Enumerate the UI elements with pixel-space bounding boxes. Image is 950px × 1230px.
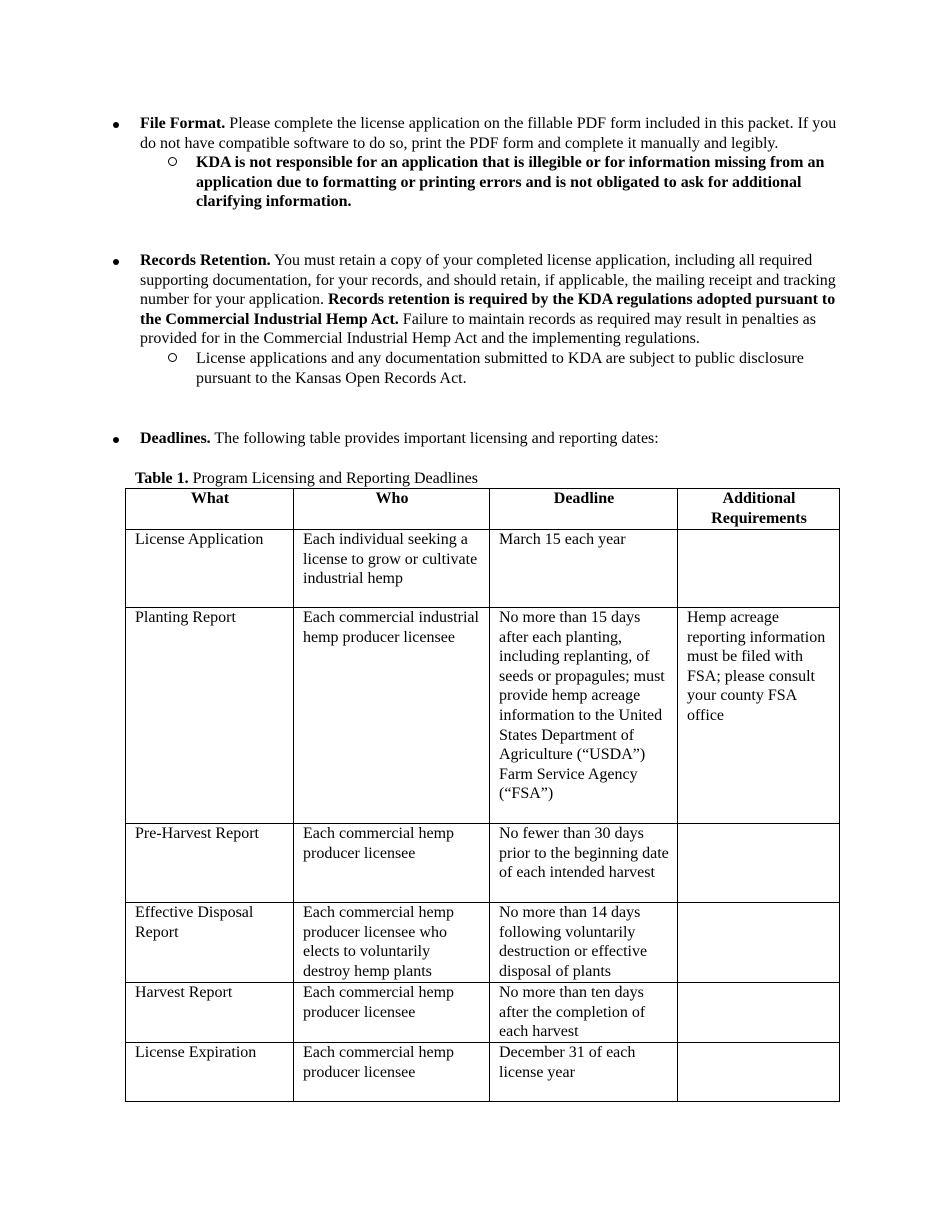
table-row (126, 530, 840, 608)
cell-what: Pre-Harvest Report (126, 824, 294, 903)
cell-who: Each commercial hemp producer licensee (294, 824, 490, 903)
cell-deadline: No more than ten days after the completion of each harvest (490, 983, 678, 1043)
cell-additional (678, 824, 840, 903)
records-retention-text-2: Failure to maintain records as required may result in penalties as provided for in the Commercial Industrial Hemp Act and the implementing regulations. (140, 310, 816, 348)
file-format-sub-text: KDA is not responsible for an application that is illegible or for information missing from an application due to formatting or printing errors and is not obligated to ask for additional clarifying information. (196, 154, 825, 211)
cell-who: Each commercial hemp producer licensee (294, 983, 490, 1043)
cell-who: Each individual seeking a license to grow or cultivate industrial hemp (294, 530, 490, 608)
bullet-icon (110, 429, 122, 449)
cell-what: Harvest Report (126, 983, 294, 1043)
circle-bullet-icon (168, 353, 177, 362)
cell-deadline: No more than 15 days after each planting, including replanting, of seeds or propagules; must provide hemp acreage information to the United States Department of Agriculture (“USDA”) Farm Service Agency (“FSA”) (490, 608, 678, 824)
cell-who: Each commercial hemp producer licensee (294, 1043, 490, 1102)
header-deadline: Deadline (490, 489, 678, 530)
cell-deadline: No fewer than 30 days prior to the beginning date of each intended harvest (490, 824, 678, 903)
table-caption (135, 469, 478, 489)
cell-additional (678, 903, 840, 983)
cell-deadline: December 31 of each license year (490, 1043, 678, 1102)
records-retention-sub-text: License applications and any documentation submitted to KDA are subject to public disclosure pursuant to the Kansas Open Records Act. (196, 349, 804, 387)
file-format-paragraph (140, 114, 840, 153)
cell-deadline: No more than 14 days following voluntarily destruction or effective disposal of plants (490, 903, 678, 983)
cell-additional (678, 1043, 840, 1102)
table-row (126, 824, 840, 903)
deadlines-text: The following table provides important licensing and reporting dates: (210, 430, 659, 447)
deadlines-heading: Deadlines. (140, 430, 211, 447)
records-retention-text-1: You must retain a copy of your completed license application, including all required supporting documentation, for your records, and should retain, if applicable, the mailing receipt and tracking number for your application. (140, 252, 836, 309)
file-format-text: Please complete the license application on the fillable PDF form included in this packet. If you do not have compatible software to do so, print the PDF form and complete it manually and legibly. (140, 115, 837, 152)
header-who: Who (294, 489, 490, 530)
records-retention-heading: Records Retention. (140, 252, 271, 269)
cell-additional (678, 983, 840, 1043)
table-caption-text: Program Licensing and Reporting Deadlines (188, 470, 478, 487)
circle-bullet-icon (168, 157, 177, 166)
table-row (126, 1043, 840, 1102)
cell-what: Effective Disposal Report (126, 903, 294, 983)
table-header-row (126, 489, 840, 530)
cell-additional: Hemp acreage reporting information must be filed with FSA; please consult your county FSA office (678, 608, 840, 824)
table-caption-label: Table 1. (135, 470, 189, 487)
file-format-section (140, 114, 840, 212)
records-retention-subitem (196, 349, 836, 388)
bullet-icon (110, 251, 122, 271)
deadlines-section (140, 429, 840, 449)
cell-what: Planting Report (126, 608, 294, 824)
cell-what: License Application (126, 530, 294, 608)
header-what: What (126, 489, 294, 530)
deadlines-paragraph (140, 429, 840, 449)
file-format-heading: File Format. (140, 115, 226, 132)
deadlines-table (125, 488, 840, 1102)
cell-who: Each commercial hemp producer licensee who elects to voluntarily destroy hemp plants (294, 903, 490, 983)
cell-deadline: March 15 each year (490, 530, 678, 608)
records-retention-paragraph (140, 251, 840, 349)
bullet-icon (110, 114, 122, 134)
cell-additional (678, 530, 840, 608)
table-row (126, 903, 840, 983)
records-retention-section (140, 251, 840, 388)
cell-what: License Expiration (126, 1043, 294, 1102)
records-retention-bold: Records retention is required by the KDA regulations adopted pursuant to the Commercial Industrial Hemp Act. (140, 291, 836, 328)
table-row (126, 983, 840, 1043)
table-row (126, 608, 840, 824)
file-format-subitem (196, 153, 836, 212)
cell-who: Each commercial industrial hemp producer licensee (294, 608, 490, 824)
header-additional-requirements: Additional Requirements (678, 489, 840, 530)
